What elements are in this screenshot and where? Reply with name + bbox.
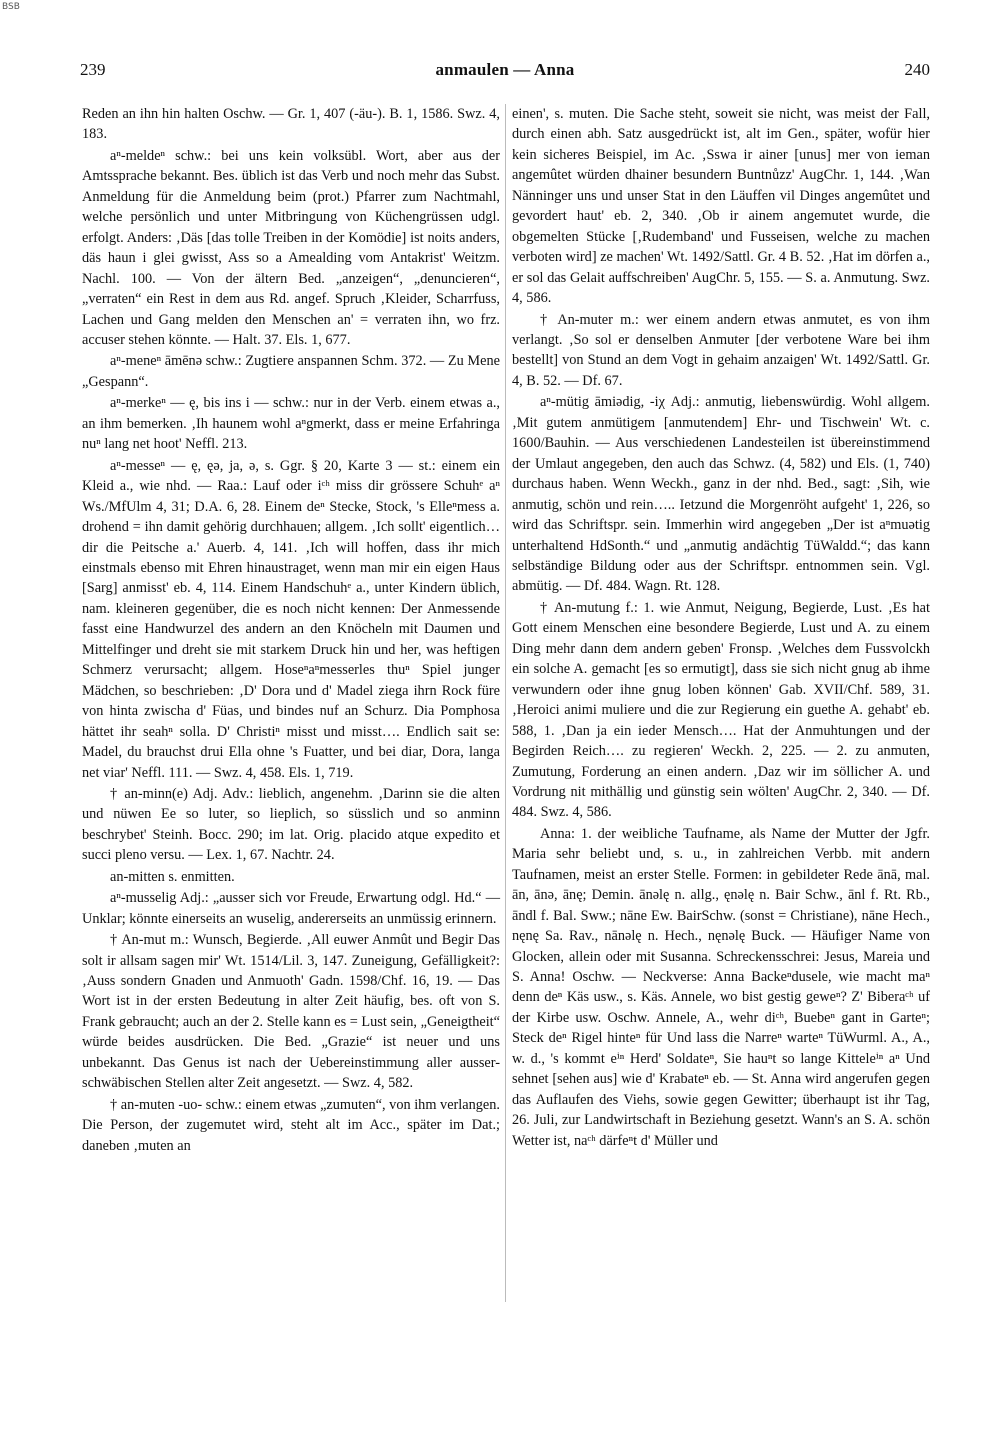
page-number-left: 239	[80, 60, 106, 79]
entry-anmuetig: aⁿ-mütig āmiədig, -iχ Adj.: anmutig, liebenswürdig. Wohl allgem. ‚Mit gutem anmütigem [anmutendem] Ehr- und Tischwein' Wt. c. 1600/Bauhin. — Aus verschiedenen Landesteilen ist übereinstimmend der Umlaut angegeben, den auch das Schwz. (4, 582) und Els. (1, 740) durchaus haben. Wenn Weckh., ganz in der nhd. Bed., sagt: ‚Sih, wie anmutig, schön und rein….. Ietzund die Morgenröht aufgeht' 1, 226, so wird das Schriftspr. sein. Immerhin wird angegeben „Der ist aⁿmuətig unterhaltend HdSonth.“ und „anmutig andächtig TüWaldd.“; das kann selbständige Bildung oder aus der Schriftspr. entnommen sein. Vgl. abmütig. — Df. 484. Wagn. Rt. 128.	[512, 394, 930, 595]
entry-anminn: † an-minn(e) Adj. Adv.: lieblich, angenehm. ‚Darinn sie die alten und nüwen Ee so luter, so lieplich, so süsslich und so anminn beschrybet' Steinh. Bocc. 290; im lat. Orig. placido atque expedito et succi pleno versu. — Lex. 1, 67. Nachtr. 24.	[82, 785, 500, 864]
entry-anmenen: aⁿ-meneⁿ āmēnə schw.: Zugtiere anspannen Schm. 372. — Zu Mene „Gespann“.	[82, 353, 500, 390]
column-divider	[505, 104, 506, 1302]
left-column	[82, 104, 500, 1156]
page-number-right: 240	[904, 60, 930, 79]
entry-anmuten-continued: einen', s. muten. Die Sache steht, soweit sie nicht, was meist der Fall, durch einen abh. Satz ausgedrückt ist, alt im Gen., später, wofür hier kein sicheres Beispiel, im Ac. ‚Sswa ir ainer [unus] mer von ieman angemûtet würden dhainer besundern Buntnůzz' AugChr. 1, 144. ‚Wan Nänninger uns und unser Stat in den Läuffen vil Dinges angemûtet und gevordert haut' eb. 2, 340. ‚Ob ir ainem angemutet wurde, die obgemelten Stücke [‚Rudemband' und Fusseisen, welche zu machen verboten wird] ze machen' Wt. 1492/Sattl. Gr. 4 B. 52. ‚Hat im dörfen a., er sol das Gelait auffschreiben' AugChr. 5, 155. — S. a. Anmutung. Swz. 4, 586.	[512, 106, 930, 307]
entry-anmusselig: aⁿ-musselig Adj.: „ausser sich vor Freude, Erwartung odgl. Hd.“ — Unklar; könnte einerseits an wuselig, andererseits an unmüssig erinnern.	[82, 890, 500, 927]
running-title: anmaulen — Anna	[435, 60, 575, 79]
entry-anmut: † An-mut m.: Wunsch, Begierde. ‚All euwer Anmût und Begir Das solt ir allsam sagen mir' Wt. 1514/Lil. 3, 147. Zuneigung, Gefälligkeit?: ‚Auss sondern Gnaden und Anmuoth' Gadn. 1598/Chf. 16, 19. — Das Wort ist in der ersten Bedeutung in alter Zeit häufig, bes. oft von S. Frank gebraucht; auch an der 2. Stelle kann es = Lust sein, „Geneigtheit“ würde beides ausdrücken. Die Bed. „Grazie“ ist neuer und uns unbekannt. Das Genus ist nach der Uebereinstimmung aller ausser-schwäbischen Stellen alter Zeit angesetzt. — Swz. 4, 582.	[82, 932, 500, 1092]
page-header	[80, 60, 930, 86]
entry-anmutung: † An-mutung f.: 1. wie Anmut, Neigung, Begierde, Lust. ‚Es hat Gott einem Menschen eine besondere Begierde, Lust und A. zu einem Ding mehr dann dem andern geben' Fronsp. ‚Welches dem Fussvolckh ein solche A. gemacht [es so ermutigt], dass sie sich nicht gnug ab ihme verwundern oder ihne gnug loben können' Gab. XVII/Chf. 589, 31. ‚Heroici animi muliere und die zur Regierung ein guethe A. gehabt' eb. 588, 1. ‚Dan ja ein ieder Mensch…. Hat der Anmuhtungen und der Begirden Reich…. zu regieren' Weckh. 2, 225. — 2. zu anmuten, Zumutung, Forderung an einen andern. ‚Daz wir im söllicher A. und Vordrung nit mithällig und günstig sein wölten' AugChr. 2, 340. — Df. 484. Swz. 4, 586.	[512, 599, 930, 821]
right-column	[512, 104, 930, 1151]
entry-anmuter: † An-muter m.: wer einem andern etwas anmutet, es von ihm verlangt. ‚So sol er denselben Anmuter [der verbotene Ware bei ihm bestellt] von Stund an dem Vogt in gehaim anzaigen' Wt. 1492/Sattl. Gr. 4, B. 52. — Df. 67.	[512, 311, 930, 389]
entry-anmitten: an-mitten s. enmitten.	[110, 868, 235, 885]
entry-anna: Anna: 1. der weibliche Taufname, als Name der Mutter der Jgfr. Maria sehr beliebt und, s. u., in zahlreichen Verbb. mit andern Taufnamen, meist an erster Stelle. Formen: in gebildeter Rede ānā, mal. ān, ānə, ānę; Demin. ānəlę n. allg., ęnəlę n. Bair Schw., ānl f. Rt. Rb., āndl f. Bal. Sww.; nāne Ew. BairSchw. (sonst = Christiane), nāne Hech., nęnę Sa. Rav., nānəlę n. Hech., nęnəlę Buck. — Häufiger Name von Glocken, allein oder mit Susanna. Schreckensschrei: Jesus, Mareia und S. Anna! Oschw. — Neckverse: Anna Backeⁿdusele, wie macht maⁿ denn deⁿ Käs usw., s. Käs. Annele, wo bist gestig geweⁿ? Z' Biberaᶜʰ uf der Kirbe usw. Oschw. Annele, A., wehr diᶜʰ, Buebeⁿ gant in Garteⁿ; Steck deⁿ Rigel hinteⁿ für Und lass die Narreⁿ warteⁿ TüWurml. A., A., w. d., 's kommt eⁱⁿ Herd' Soldateⁿ, Sie hauⁿt so lange Kitteleⁱⁿ aⁿ Und sehnet [sehen aus] wie d' Krabateⁿ eb. — St. Anna wird angerufen gegen das Auflaufen des Viehs, sowie gegen Gewitter; überhaupt ist ihr Tag, 26. Juli, zur Landwirtschaft in Beziehung gesetzt. Wann's an S. A. schön Wetter ist, naᶜʰ därfeⁿt d' Müller und	[512, 825, 930, 1149]
library-stamp: BSB	[2, 2, 20, 12]
entry-anmelden: aⁿ-meldeⁿ schw.: bei uns kein volksübl. Wort, aber aus der Amtssprache bekannt. Bes. üblich ist das Verb und noch mehr das Subst. Anmeldung für die Anmeldung beim (prot.) Pfarrer zum Nachtmahl, welche persönlich und unter Mitbringung von Küchengrüssen udgl. erfolgt. Anders: ‚Däs [das tolle Treiben in der Komödie] ist noits anders, däs haun i glei gwisst, Ass so a Amealding vom Antakrist' Weitzm. Nachl. 100. — Von der ältern Bed. „anzeigen“, „denuncieren“, „verraten“ ein Rest in dem aus Rd. angef. Spruch ‚Kleider, Scharrfuss, Lachen und Gang melden den Menschen an' = verraten ihn, wo frz. accuser stehen könnte. — Halt. 37. Els. 1, 677.	[82, 147, 500, 348]
entry-continuation: Reden an ihn hin halten Oschw. — Gr. 1, 407 (-äu-). B. 1, 1586. Swz. 4, 183.	[82, 106, 500, 143]
entry-anmuten: † an-muten -uo- schw.: einem etwas „zumuten“, von ihm verlangen. Die Person, der zugemutet wird, steht alt im Acc., später im Dat.; daneben ‚muten an	[82, 1096, 500, 1154]
entry-anmerken: aⁿ-merkeⁿ — ę, bis ins i — schw.: nur in der Verb. einem etwas a., an ihm bemerken. ‚Ih haunem wohl aⁿgmerkt, dass er meine Erfahringa nuⁿ lang net hoot' Neffl. 213.	[82, 395, 500, 453]
entry-anmessen: aⁿ-messeⁿ — ę, ęə, ja, ə, s. Ggr. § 20, Karte 3 — st.: einem ein Kleid a., wie nhd. — Raa.: Lauf oder iᶜʰ miss dir grössere Schuhᵉ aⁿ Ws./MfUlm 4, 31; D.A. 6, 28. Einem deⁿ Stecke, Stock, 's Elleⁿmess a. drohend = ihn damit gehörig durchhauen; allgem. ‚Ich sollt' eigentlich… dir die Peitsche a.' Auerb. 4, 141. ‚Ich will hoffen, dass ihr mich einstmals ebenso mit Ehren hinaustraget, wenn man mir ein eigen Haus [Sarg] anmisst' eb. 4, 114. Einem Handschuhᵉ a., unter Kindern üblich, nam. kleineren gegenüber, die es noch nicht kennen: Der Anmessende fasst eine Handwurzel des andern an den Knöcheln mit Daumen und Mittelfinger und dreht sie mit starkem Druck hin und her, was heftigen Schmerz verursacht; allgem. Hoseⁿaⁿmesserles thuⁿ Spiel junger Mädchen, so beschrieben: ‚D' Dora und d' Madel ziega ihrn Rock füre von hinta zwischa d' Füas, und bindes nuf an Schurz. Dia Pomphosa hättet ihr seahⁿ solla. D' Christiⁿ misst und misst…. Endlich sait se: Madel, du brauchst drui Ella ohne 's Fuatter, und bei diar, Dora, langa net viar' Neffl. 111. — Swz. 4, 458. Els. 1, 719.	[82, 457, 500, 781]
